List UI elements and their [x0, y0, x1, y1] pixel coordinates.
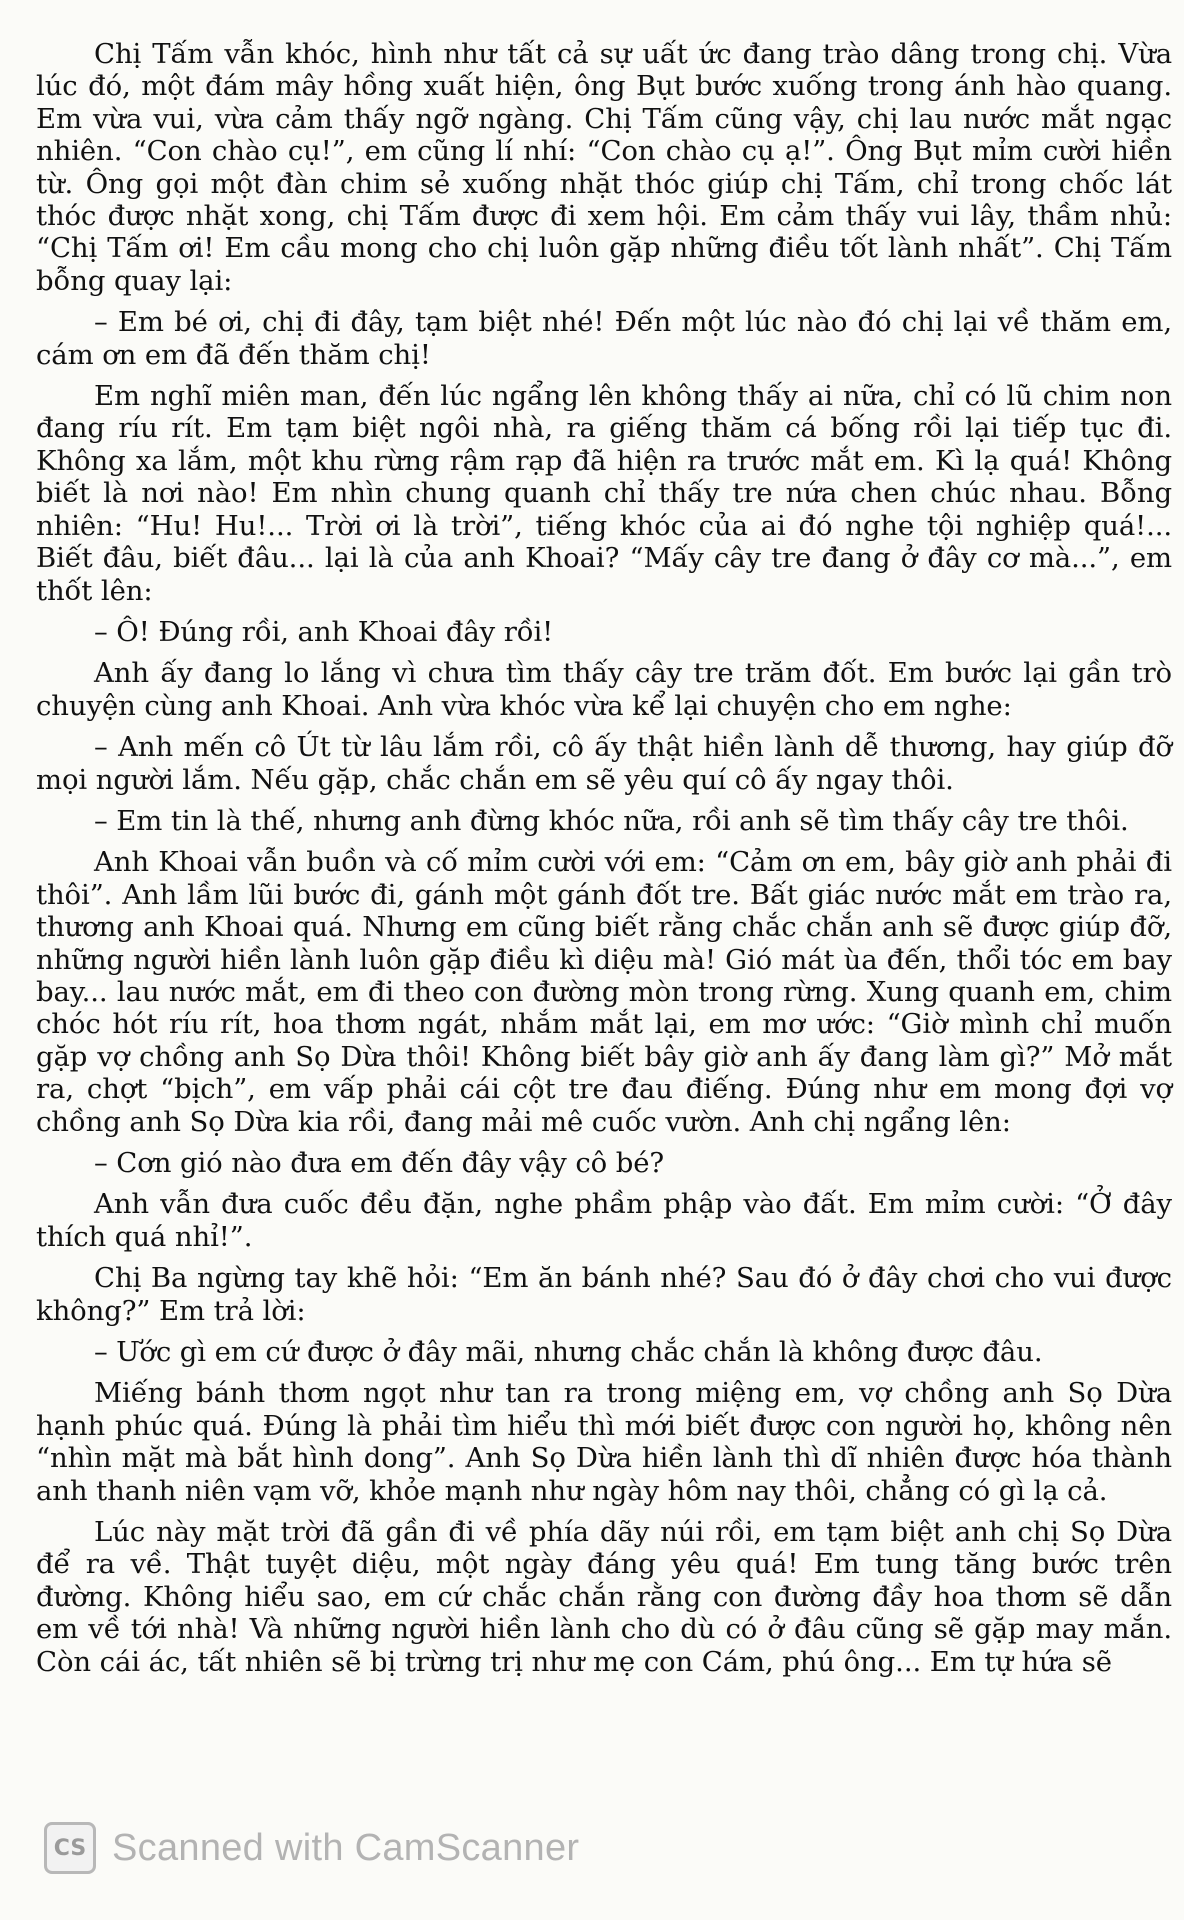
- paragraph: Miếng bánh thơm ngọt như tan ra trong miệng em, vợ chồng anh Sọ Dừa hạnh phúc quá. Đúng là phải tìm hiểu thì mới biết được con người họ, không nên “nhìn mặt mà bắt hình dong”. Anh Sọ Dừa hiền lành thì dĩ nhiên được hóa thành anh thanh niên vạm vỡ, khỏe mạnh như ngày hôm nay thôi, chẳng có gì lạ cả.: [36, 1377, 1172, 1507]
- paragraph: – Ước gì em cứ được ở đây mãi, nhưng chắc chắn là không được đâu.: [94, 1336, 1043, 1369]
- paragraph: Chị Tấm vẫn khóc, hình như tất cả sự uất ức đang trào dâng trong chị. Vừa lúc đó, một đám mây hồng xuất hiện, ông Bụt bước xuống trong ánh hào quang. Em vừa vui, vừa cảm thấy ngỡ ngàng. Chị Tấm cũng vậy, chị lau nước mắt ngạc nhiên. “Con chào cụ!”, em cũng lí nhí: “Con chào cụ ạ!”. Ông Bụt mỉm cười hiền từ. Ông gọi một đàn chim sẻ xuống nhặt thóc giúp chị Tấm, chỉ trong chốc lát thóc được nhặt xong, chị Tấm được đi xem hội. Em cảm thấy vui lây, thầm nhủ: “Chị Tấm ơi! Em cầu mong cho chị luôn gặp những điều tốt lành nhất”. Chị Tấm bỗng quay lại:: [36, 38, 1172, 297]
- paragraph: Anh Khoai vẫn buồn và cố mỉm cười với em: “Cảm ơn em, bây giờ anh phải đi thôi”. Anh lầm lũi bước đi, gánh một gánh đốt tre. Bất giác nước mắt em trào ra, thương anh Khoai quá. Nhưng em cũng biết rằng chắc chắn anh sẽ được giúp đỡ, những người hiền lành luôn gặp điều kì diệu mà! Gió mát ùa đến, thổi tóc em bay bay... lau nước mắt, em đi theo con đường mòn trong rừng. Xung quanh em, chim chóc hót ríu rít, hoa thơm ngát, nhắm mắt lại, em mơ ước: “Giờ mình chỉ muốn gặp vợ chồng anh Sọ Dừa thôi! Không biết bây giờ anh ấy đang làm gì?” Mở mắt ra, chợt “bịch”, em vấp phải cái cột tre đau điếng. Đúng như em mong đợi vợ chồng anh Sọ Dừa kia rồi, đang mải mê cuốc vườn. Anh chị ngẩng lên:: [36, 846, 1172, 1138]
- camscanner-watermark: [44, 1818, 579, 1878]
- watermark-text: Scanned with CamScanner: [112, 1826, 580, 1869]
- paragraph: – Em tin là thế, nhưng anh đừng khóc nữa, rồi anh sẽ tìm thấy cây tre thôi.: [94, 804, 1129, 837]
- paragraph: – Anh mến cô Út từ lâu lắm rồi, cô ấy thật hiền lành dễ thương, hay giúp đỡ mọi người lắm. Nếu gặp, chắc chắn em sẽ yêu quí cô ấy ngay thôi.: [36, 731, 1172, 796]
- paragraph: – Em bé ơi, chị đi đây, tạm biệt nhé! Đến một lúc nào đó chị lại về thăm em, cám ơn em đã đến thăm chị!: [36, 306, 1172, 371]
- paragraph: Anh vẫn đưa cuốc đều đặn, nghe phầm phập vào đất. Em mỉm cười: “Ở đây thích quá nhỉ!”.: [36, 1188, 1172, 1253]
- story-text: [36, 38, 1172, 1678]
- paragraph: Em nghĩ miên man, đến lúc ngẩng lên không thấy ai nữa, chỉ có lũ chim non đang ríu rít. Em tạm biệt ngôi nhà, ra giếng thăm cá bống rồi lại tiếp tục đi. Không xa lắm, một khu rừng rậm rạp đã hiện ra trước mắt em. Kì lạ quá! Không biết là nơi nào! Em nhìn chung quanh chỉ thấy tre nứa chen chúc nhau. Bỗng nhiên: “Hu! Hu!... Trời ơi là trời”, tiếng khóc của ai đó nghe tội nghiệp quá!... Biết đâu, biết đâu... lại là của anh Khoai? “Mấy cây tre đang ở đây cơ mà...”, em thốt lên:: [36, 380, 1172, 607]
- camscanner-logo-icon: CS: [44, 1822, 96, 1874]
- paragraph: – Cơn gió nào đưa em đến đây vậy cô bé?: [94, 1147, 665, 1179]
- paragraph: – Ô! Đúng rồi, anh Khoai đây rồi!: [94, 615, 554, 648]
- paragraph: Anh ấy đang lo lắng vì chưa tìm thấy cây tre trăm đốt. Em bước lại gần trò chuyện cùng anh Khoai. Anh vừa khóc vừa kể lại chuyện cho em nghe:: [36, 657, 1172, 722]
- paragraph: Chị Ba ngừng tay khẽ hỏi: “Em ăn bánh nhé? Sau đó ở đây chơi cho vui được không?” Em trả lời:: [36, 1262, 1172, 1327]
- paragraph: Lúc này mặt trời đã gần đi về phía dãy núi rồi, em tạm biệt anh chị Sọ Dừa để ra về. Thật tuyệt diệu, một ngày đáng yêu quá! Em tung tăng bước trên đường. Không hiểu sao, em cứ chắc chắn rằng con đường đầy hoa thơm sẽ dẫn em về tới nhà! Và những người hiền lành cho dù có ở đâu cũng sẽ gặp may mắn. Còn cái ác, tất nhiên sẽ bị trừng trị như mẹ con Cám, phú ông... Em tự hứa sẽ: [36, 1516, 1172, 1678]
